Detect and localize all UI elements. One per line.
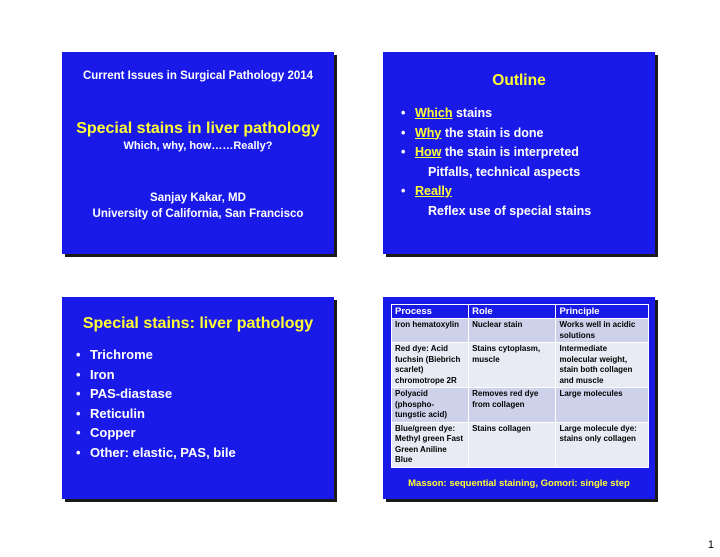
author-name: Sanjay Kakar, MD bbox=[150, 192, 246, 204]
list-item: • Trichrome bbox=[76, 347, 153, 362]
table-header-row bbox=[392, 305, 649, 319]
table-cell: Nuclear stain bbox=[469, 319, 556, 343]
stain-process-table bbox=[391, 304, 649, 468]
table-cell: Stains cytoplasm, muscle bbox=[469, 343, 556, 388]
list-item: • Which stains bbox=[401, 106, 493, 120]
list-item: • Why the stain is done bbox=[401, 125, 544, 140]
page-number: 1 bbox=[707, 539, 714, 551]
table-row bbox=[392, 319, 649, 343]
table-cell: Polyacid (phospho-tungstic acid) bbox=[392, 388, 469, 423]
author-affiliation: University of California, San Francisco bbox=[92, 208, 304, 220]
presentation-subtitle: Which, why, how……Really? bbox=[123, 140, 273, 152]
column-header: Principle bbox=[556, 305, 649, 319]
column-header: Process bbox=[392, 305, 469, 319]
list-item: • Other: elastic, PAS, bile bbox=[76, 444, 236, 460]
table-cell: Red dye: Acid fuchsin (Biebrich scarlet) chromotrope 2R bbox=[392, 343, 469, 388]
column-header: Role bbox=[469, 305, 556, 319]
table-row bbox=[392, 343, 649, 388]
table-cell: Intermediate molecular weight, stain both collagen and muscle bbox=[556, 343, 649, 388]
table-row bbox=[392, 422, 649, 467]
list-item: • Copper bbox=[76, 425, 136, 440]
list-subitem: Pitfalls, technical aspects bbox=[428, 164, 581, 179]
list-item: • Really bbox=[401, 184, 452, 198]
table-cell: Removes red dye from collagen bbox=[469, 388, 556, 423]
list-item: • PAS-diastase bbox=[76, 386, 173, 401]
table-cell: Iron hematoxylin bbox=[392, 319, 469, 343]
outline-title: Outline bbox=[492, 72, 546, 89]
table-cell: Works well in acidic solutions bbox=[556, 319, 649, 343]
list-subitem: Reflex use of special stains bbox=[428, 203, 592, 218]
presentation-title: Special stains in liver pathology bbox=[76, 120, 320, 137]
slide-trichrome-table bbox=[383, 297, 655, 499]
list-item: • Reticulin bbox=[76, 405, 145, 421]
list-item: • How the stain is interpreted bbox=[401, 145, 579, 159]
slide-title bbox=[62, 52, 334, 254]
table-footnote: Masson: sequential staining, Gomori: single step bbox=[408, 478, 630, 489]
stains-list bbox=[76, 345, 236, 462]
stains-title: Special stains: liver pathology bbox=[82, 315, 314, 332]
table-cell: Blue/green dye: Methyl green Fast Green Aniline Blue bbox=[392, 422, 469, 467]
conference-name: Current Issues in Surgical Pathology 2014 bbox=[82, 70, 314, 82]
slide-stains-list bbox=[62, 297, 334, 499]
table-cell: Large molecule dye: stains only collagen bbox=[556, 422, 649, 467]
table-cell: Large molecules bbox=[556, 388, 649, 423]
slide-outline bbox=[383, 52, 655, 254]
table-row bbox=[392, 388, 649, 423]
list-item: • Iron bbox=[76, 366, 115, 382]
table-cell: Stains collagen bbox=[469, 422, 556, 467]
outline-list bbox=[401, 104, 591, 221]
